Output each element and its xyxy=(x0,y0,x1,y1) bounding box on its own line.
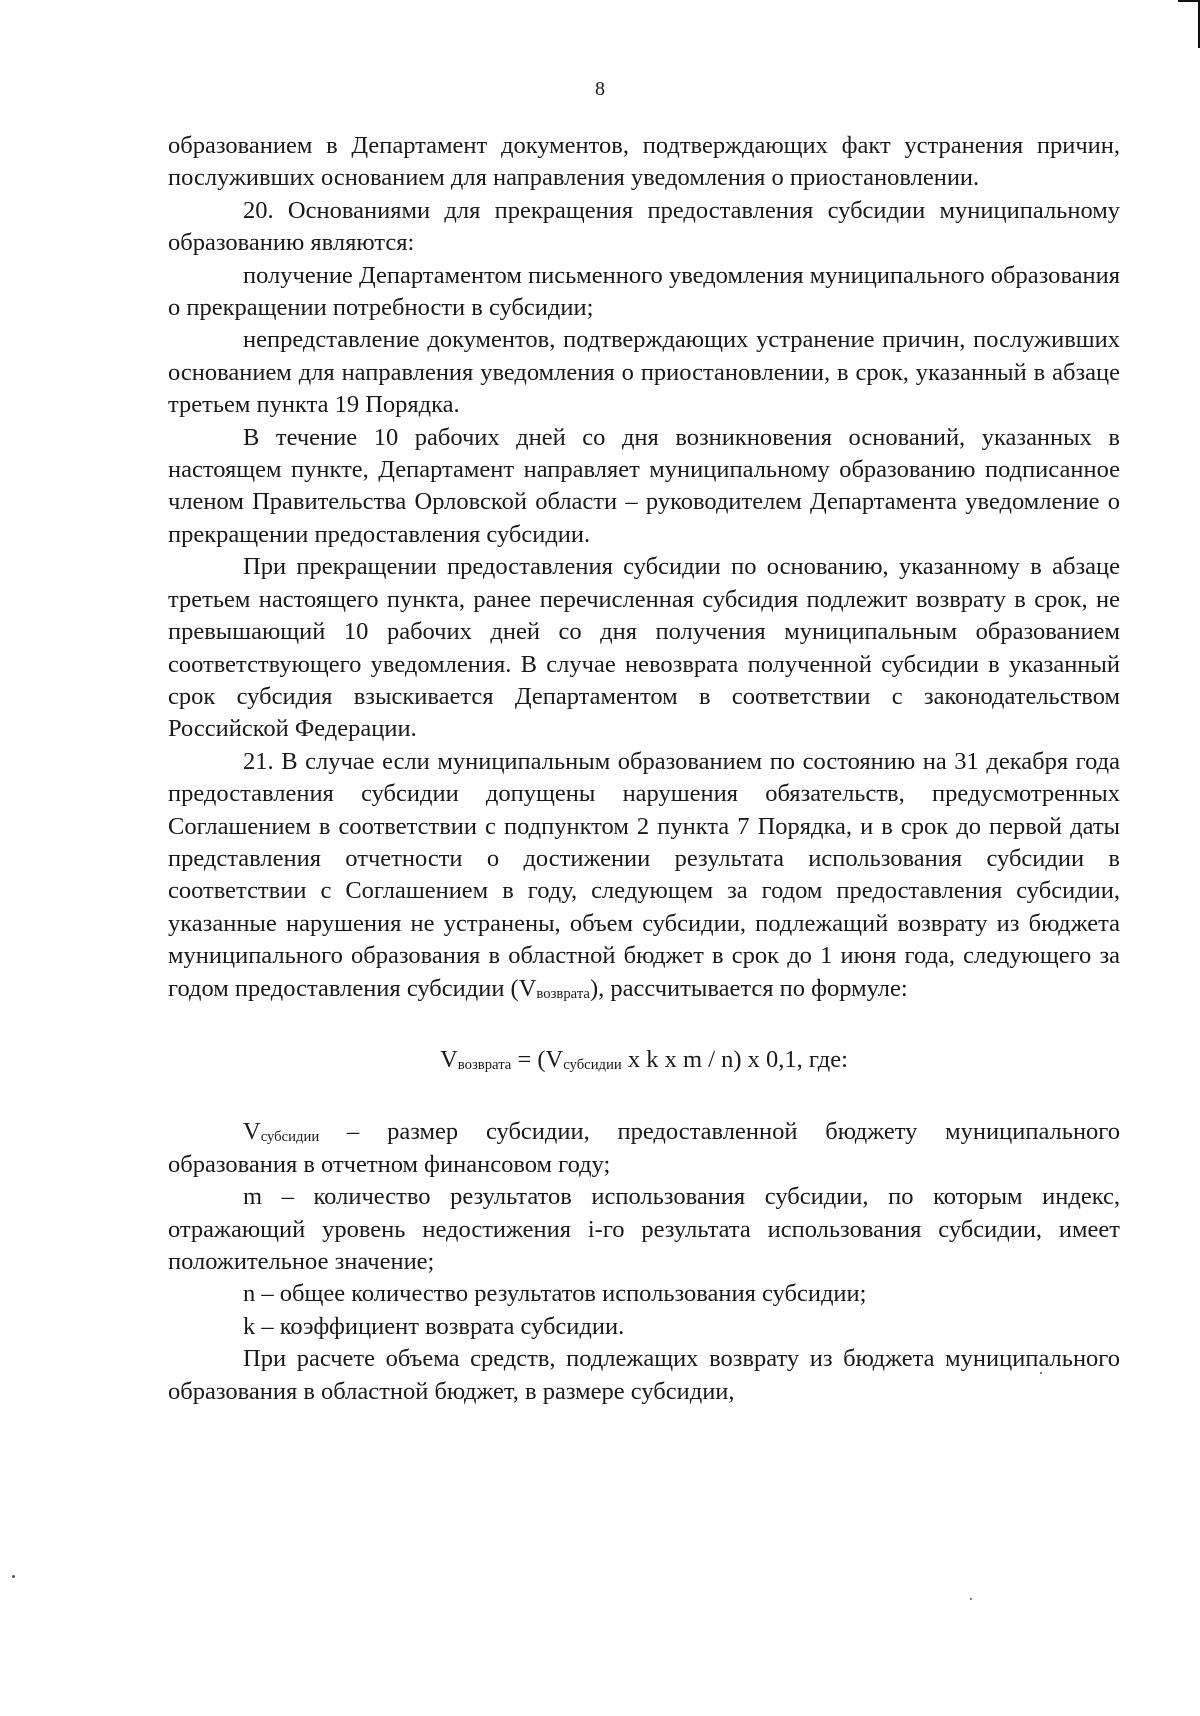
paragraph-20-ground-2: непредставление документов, подтверждающих устранение причин, послуживших основанием для направления уведомления о приостановлении, в срок, указанный в абзаце третьем пункта 19 Порядка. xyxy=(168,326,1120,419)
paragraph-closing: При расчете объема средств, подлежащих возврату из бюджета муниципального образования в областной бюджет, в размере субсидии, xyxy=(168,1345,1120,1405)
definition-sub-subsidy: субсидии xyxy=(260,1129,320,1146)
paragraph-20-heading: 20. Основаниями для прекращения предоставления субсидии муниципальному образованию являются: xyxy=(168,196,1120,257)
corner-crop-mark xyxy=(1178,0,1200,48)
paragraph-21-tail: ), рассчитывается по формуле: xyxy=(589,974,908,1002)
paragraph-20-refund: При прекращении предоставления субсидии по основанию, указанному в абзаце третьем настоящего пункта, ранее перечисленная субсидия подлежит возврату в срок, не превышающий 10 рабочих дней со дня получения муниципальным образованием соответствующего уведомления. В случае невозврата полученной субсидии в указанный срок субсидия взыскивается Департаментом в соответствии с законодательством Российской Федерации. xyxy=(168,553,1120,743)
page-number: 8 xyxy=(595,78,605,100)
definition-v-text: – размер субсидии, предоставленной бюджету муниципального образования в отчетном финансовом году; xyxy=(168,1118,1120,1178)
formula xyxy=(168,1044,1120,1076)
formula-eq: = (V xyxy=(511,1045,564,1073)
subscript-return: возврата xyxy=(536,985,590,1002)
formula-sub-return: возврата xyxy=(457,1057,512,1074)
definition-v-subsidy xyxy=(168,1116,1120,1181)
paragraph-20-notice: В течение 10 рабочих дней со дня возникновения оснований, указанных в настоящем пункте, Департамент направляет муниципальному образованию подписанное членом Правительства Орловской области – руководителем Департамента уведомление о прекращении предоставления субсидии. xyxy=(168,423,1120,548)
formula-sub-subsidy: субсидии xyxy=(563,1057,622,1074)
paragraph-continuation: образованием в Департамент документов, подтверждающих факт устранения причин, послуживших основанием для направления уведомления о приостановлении. xyxy=(168,132,1120,192)
scan-speck xyxy=(12,1575,15,1578)
formula-v: V xyxy=(440,1045,458,1073)
formula-rest: x k x m / n) x 0,1, где: xyxy=(621,1045,848,1073)
document-body xyxy=(168,130,1120,1408)
scan-speck xyxy=(1040,1372,1042,1374)
definition-v: V xyxy=(243,1118,261,1146)
paragraph-20-ground-1: получение Департаментом письменного уведомления муниципального образования о прекращении потребности в субсидии; xyxy=(168,261,1120,322)
definition-n: n – общее количество результатов использования субсидии; xyxy=(243,1280,867,1308)
paragraph-21-text: 21. В случае если муниципальным образованием по состоянию на 31 декабря года предоставления субсидии допущены нарушения обязательств, предусмотренных Соглашением в соответствии с подпунктом 2 пункта 7 Порядка, и в срок до первой даты представления отчетности о достижении результата использования субсидии в соответствии с Соглашением в году, следующем за годом предоставления субсидии, указанные нарушения не устранены, объем субсидии, подлежащий возврату из бюджета муниципального образования в областной бюджет в срок до 1 июня года, следующего за годом предоставления субсидии (V xyxy=(168,747,1120,1002)
paragraph-21 xyxy=(168,746,1120,1005)
scan-speck xyxy=(970,1598,972,1600)
definition-m: m – количество результатов использования субсидии, по которым индекс, отражающий уровень недостижения i-го результата использования субсидии, имеет положительное значение; xyxy=(168,1183,1120,1275)
definition-k: k – коэффициент возврата субсидии. xyxy=(243,1312,625,1340)
